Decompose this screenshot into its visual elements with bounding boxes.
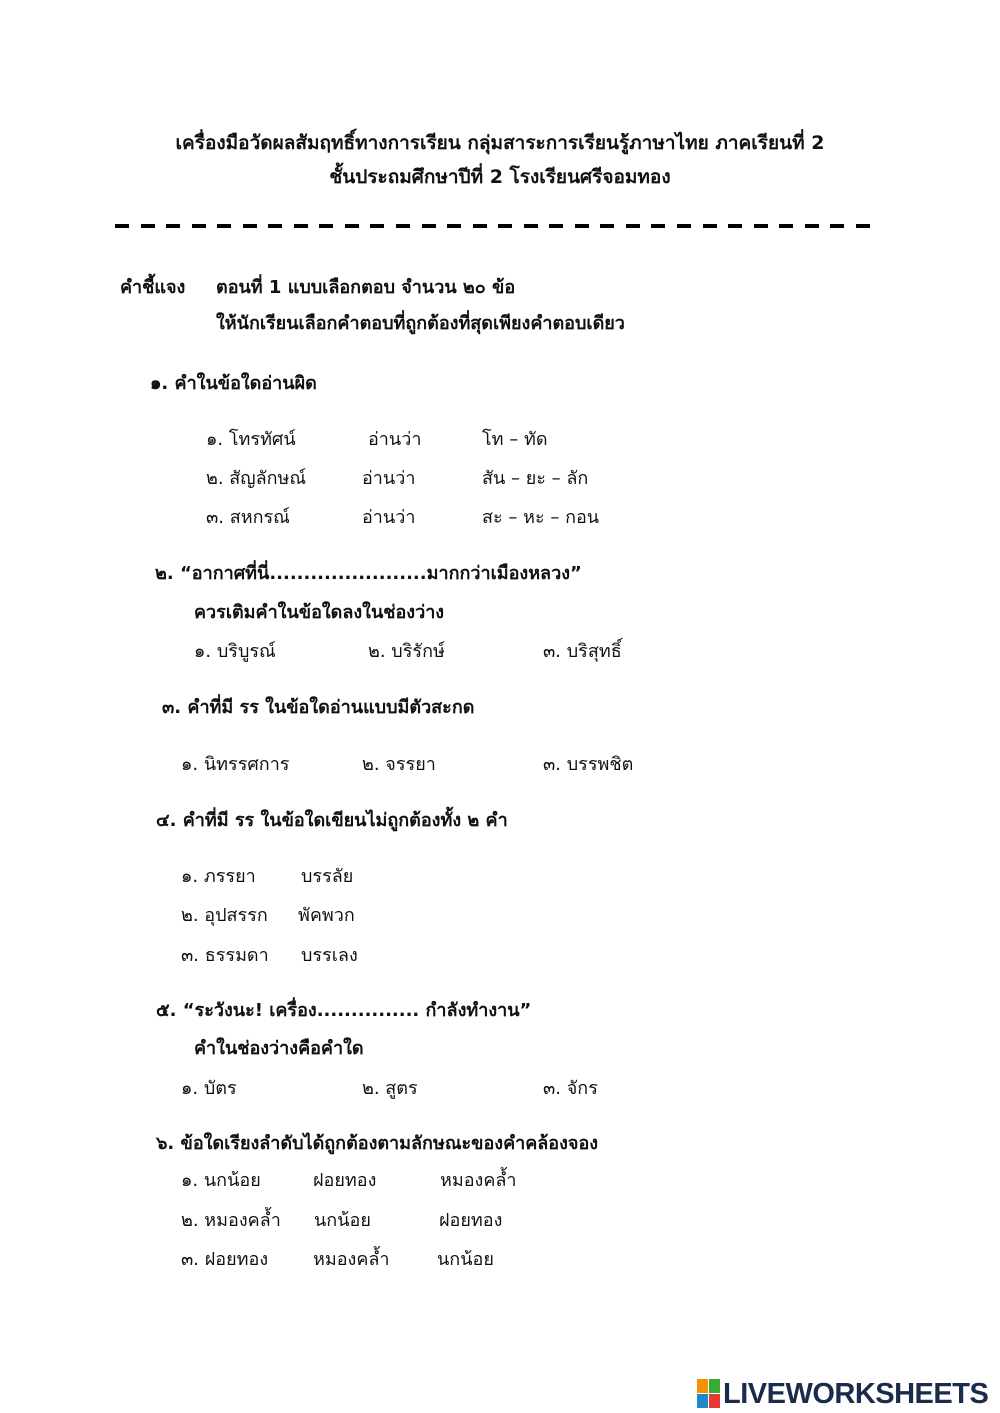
q2-option-2: ๒. บริรักษ์ [368, 641, 445, 662]
q4-option-3-b: บรรเลง [301, 945, 358, 966]
q1-option-1-reads: อ่านว่า [368, 429, 422, 450]
question-2-subtext: ควรเติมคำในข้อใดลงในช่องว่าง [194, 602, 445, 623]
header-line-1: เครื่องมือวัดผลสัมฤทธิ์ทางการเรียน กลุ่มสาระการเรียนรู้ภาษาไทย ภาคเรียนที่ 2 [175, 132, 825, 154]
question-6: ๖. ข้อใดเรียงลำดับได้ถูกต้องตามลักษณะของคำคล้องจอง [156, 1133, 599, 1154]
q2-option-3: ๓. บริสุทธิ์ [543, 641, 622, 662]
q6-option-1-b: ฝอยทอง [313, 1170, 377, 1191]
q1-option-3-reads: อ่านว่า [362, 507, 416, 528]
dashed-divider [115, 224, 870, 229]
q6-option-3-c: นกน้อย [437, 1249, 494, 1270]
q1-option-3-reading: สะ – หะ – กอน [482, 507, 600, 528]
question-5: ๕. “ระวังนะ! เครื่อง............... กำลังทำงาน” [156, 1000, 532, 1021]
q5-option-1: ๑. บัตร [181, 1078, 237, 1099]
q4-option-2-a: ๒. อุปสรรก [181, 905, 268, 926]
q4-option-1-a: ๑. ภรรยา [181, 866, 256, 887]
q1-option-2-reading: สัน – ยะ – ลัก [482, 468, 589, 489]
q4-option-1-b: บรรลัย [301, 866, 354, 887]
q5-option-2: ๒. สูตร [362, 1078, 418, 1099]
instructions-label: คำชี้แจง [120, 277, 186, 298]
q6-option-1-c: หมองคล้ำ [440, 1170, 517, 1191]
q3-option-3: ๓. บรรพชิต [543, 754, 634, 775]
q2-option-1: ๑. บริบูรณ์ [194, 641, 276, 662]
q1-option-1-word: ๑. โทรทัศน์ [206, 429, 296, 450]
q4-option-3-a: ๓. ธรรมดา [181, 945, 269, 966]
q6-option-2-c: ฝอยทอง [439, 1210, 503, 1231]
q3-option-1: ๑. นิทรรศการ [181, 754, 290, 775]
instructions-part: ตอนที่ 1 แบบเลือกตอบ จำนวน ๒๐ ข้อ [216, 277, 516, 298]
liveworksheets-logo [697, 1376, 988, 1412]
question-1: ๑. คำในข้อใดอ่านผิด [150, 373, 317, 394]
q1-option-2-reads: อ่านว่า [362, 468, 416, 489]
question-3: ๓. คำที่มี รร ในข้อใดอ่านแบบมีตัวสะกด [162, 697, 475, 718]
q3-option-2: ๒. จรรยา [362, 754, 436, 775]
header-line-2: ชั้นประถมศึกษาปีที่ 2 โรงเรียนศรีจอมทอง [329, 166, 671, 188]
q4-option-2-b: พัคพวก [298, 905, 355, 926]
question-2: ๒. “อากาศที่นี่.......................มากกว่าเมืองหลวง” [155, 563, 582, 584]
instructions-detail: ให้นักเรียนเลือกคำตอบที่ถูกต้องที่สุดเพียงคำตอบเดียว [216, 313, 625, 334]
q1-option-2-word: ๒. สัญลักษณ์ [206, 468, 307, 489]
liveworksheets-logo-icon [697, 1379, 721, 1409]
q6-option-2-b: นกน้อย [314, 1210, 371, 1231]
q6-option-1-a: ๑. นกน้อย [181, 1170, 261, 1191]
q1-option-1-reading: โท – ทัด [482, 429, 548, 450]
q1-option-3-word: ๓. สหกรณ์ [206, 507, 290, 528]
q5-option-3: ๓. จักร [543, 1078, 598, 1099]
q6-option-3-b: หมองคล้ำ [313, 1249, 390, 1270]
question-4: ๔. คำที่มี รร ในข้อใดเขียนไม่ถูกต้องทั้ง ๒ คำ [156, 810, 508, 831]
liveworksheets-logo-text: LIVEWORKSHEETS [723, 1377, 989, 1410]
q6-option-2-a: ๒. หมองคล้ำ [181, 1210, 281, 1231]
question-5-subtext: คำในช่องว่างคือคำใด [194, 1038, 364, 1059]
q6-option-3-a: ๓. ฝอยทอง [181, 1249, 269, 1270]
